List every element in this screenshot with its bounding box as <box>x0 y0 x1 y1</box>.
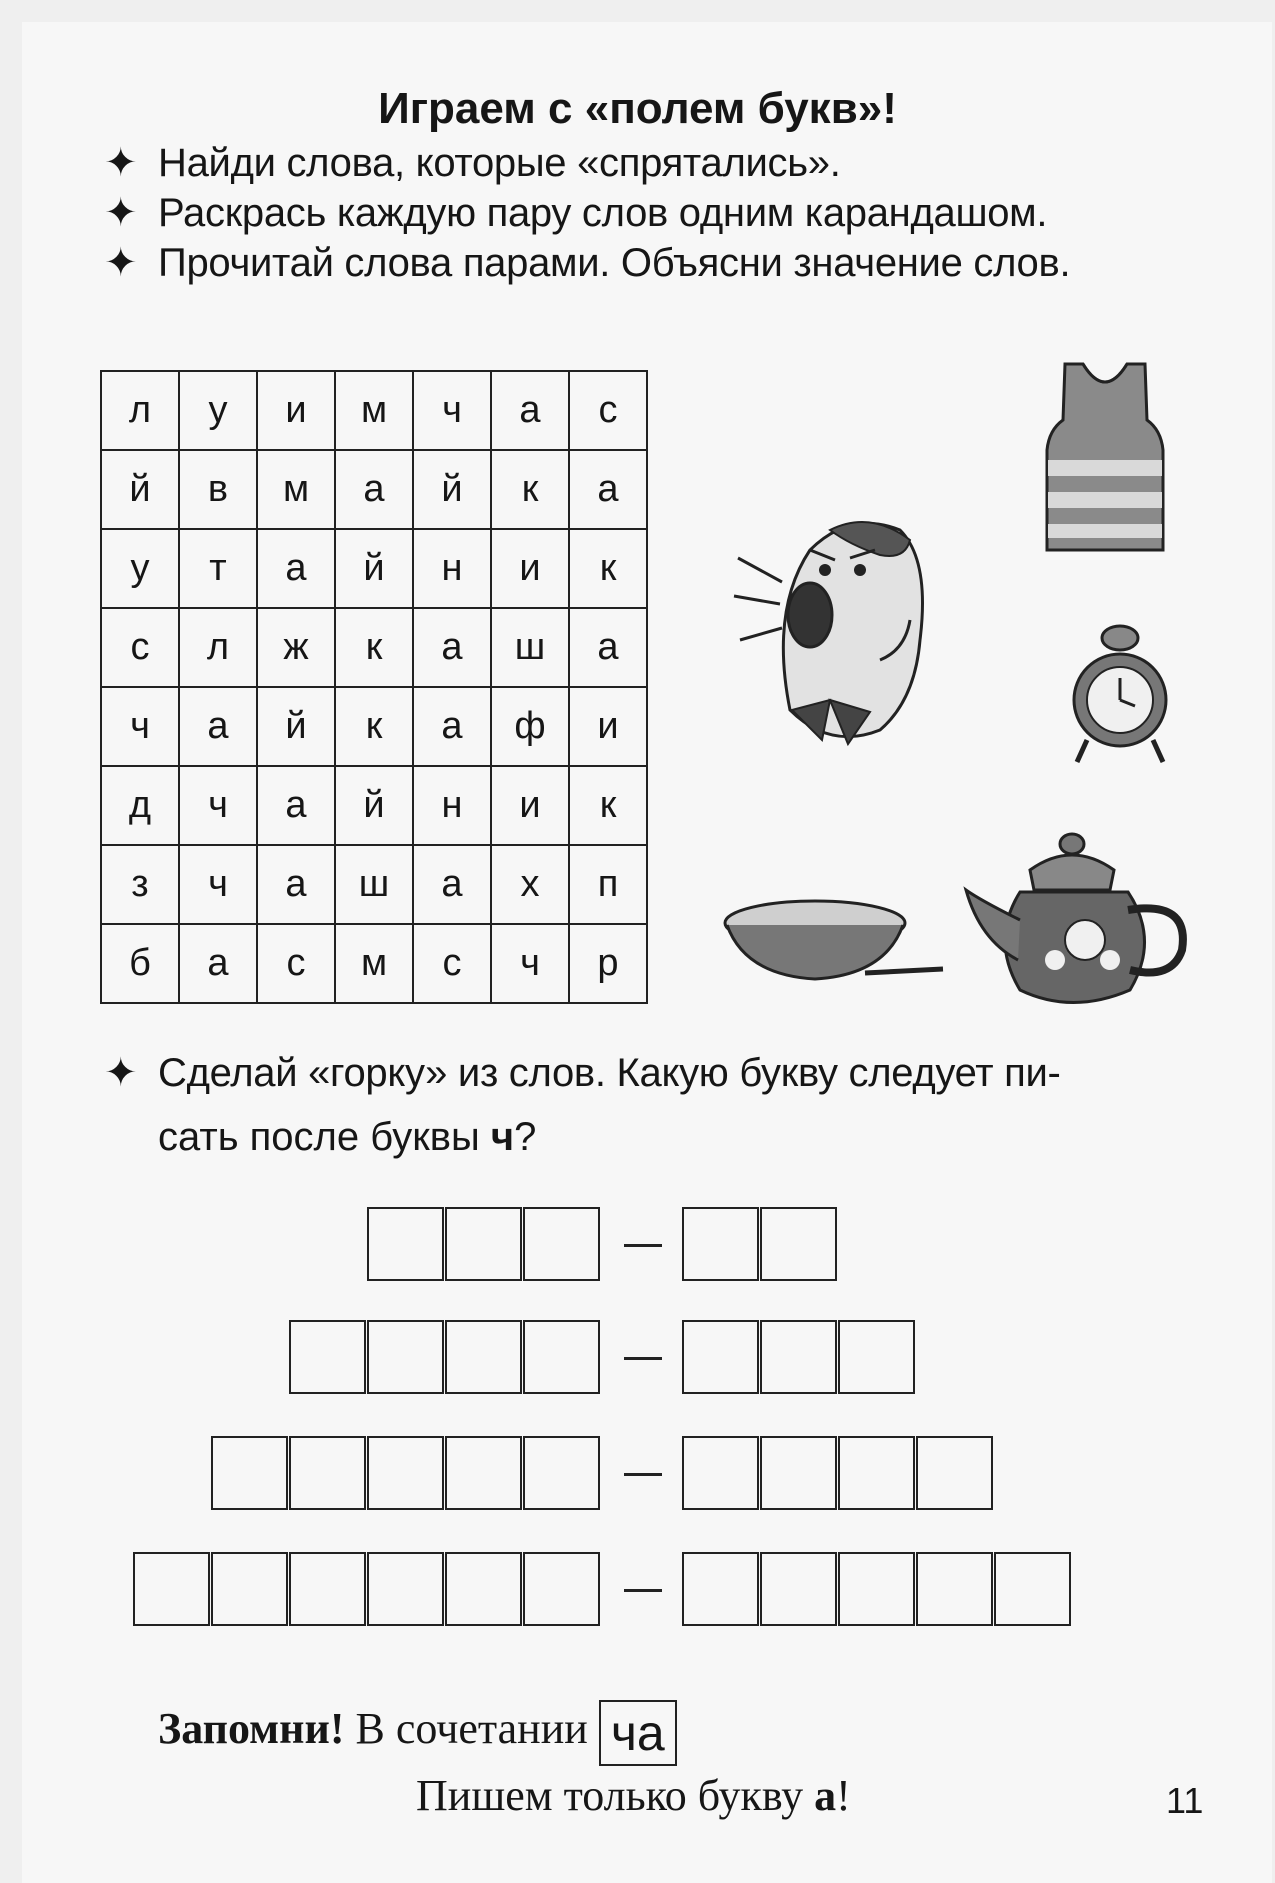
grid-cell: а <box>569 450 647 529</box>
grid-row <box>101 845 647 924</box>
grid-cell: й <box>257 687 335 766</box>
star-bullet-icon: ✦ <box>104 241 138 285</box>
instruction-3: ✦ Прочитай слова парами. Объясни значение слов. <box>104 241 1071 285</box>
bowl-of-porridge-icon <box>715 895 955 995</box>
remember-rule-line-2: Пишем только букву а! <box>416 1771 851 1820</box>
grid-cell: и <box>257 371 335 450</box>
grid-cell: ч <box>413 371 491 450</box>
letter-box[interactable] <box>523 1320 600 1394</box>
grid-cell: а <box>257 845 335 924</box>
letter-box[interactable] <box>838 1552 915 1626</box>
grid-cell: й <box>101 450 179 529</box>
letter-box[interactable] <box>682 1320 759 1394</box>
grid-cell: к <box>569 529 647 608</box>
grid-row <box>101 766 647 845</box>
grid-cell: и <box>569 687 647 766</box>
letter-box[interactable] <box>211 1436 288 1510</box>
grid-cell: в <box>179 450 257 529</box>
grid-cell: ж <box>257 608 335 687</box>
grid-cell: т <box>179 529 257 608</box>
grid-cell: к <box>569 766 647 845</box>
letter-box[interactable] <box>133 1552 210 1626</box>
letter-box[interactable] <box>838 1436 915 1510</box>
instruction-2: ✦ Раскрась каждую пару слов одним карандашом. <box>104 191 1048 235</box>
grid-cell: ш <box>335 845 413 924</box>
star-bullet-icon: ✦ <box>104 191 138 235</box>
grid-cell: ч <box>179 766 257 845</box>
letter-box[interactable] <box>445 1320 522 1394</box>
grid-cell: а <box>569 608 647 687</box>
letter-box[interactable] <box>445 1552 522 1626</box>
tank-top-icon <box>1035 360 1175 556</box>
grid-cell: с <box>257 924 335 1003</box>
letter-box[interactable] <box>211 1552 288 1626</box>
letter-box[interactable] <box>838 1320 915 1394</box>
dash-separator <box>624 1357 662 1360</box>
letter-field-grid <box>100 370 648 1004</box>
star-bullet-icon: ✦ <box>104 141 138 185</box>
grid-cell: к <box>335 687 413 766</box>
grid-cell: м <box>335 371 413 450</box>
grid-cell: р <box>569 924 647 1003</box>
letter-box[interactable] <box>682 1552 759 1626</box>
grid-cell: й <box>335 766 413 845</box>
task-2-line-2: сать после буквы ч? <box>158 1115 537 1159</box>
grid-cell: л <box>179 608 257 687</box>
letter-box[interactable] <box>367 1320 444 1394</box>
letter-box[interactable] <box>682 1436 759 1510</box>
dash-separator <box>624 1589 662 1592</box>
grid-cell: н <box>413 766 491 845</box>
letter-box[interactable] <box>523 1436 600 1510</box>
grid-cell: с <box>413 924 491 1003</box>
grid-cell: и <box>491 766 569 845</box>
star-bullet-icon: ✦ <box>104 1051 138 1095</box>
grid-cell: у <box>101 529 179 608</box>
grid-cell: з <box>101 845 179 924</box>
letter-box[interactable] <box>760 1552 837 1626</box>
letter-box[interactable] <box>682 1207 759 1281</box>
grid-cell: и <box>491 529 569 608</box>
grid-cell: с <box>569 371 647 450</box>
boxed-syllable: ча <box>599 1700 677 1766</box>
letter-box[interactable] <box>994 1552 1071 1626</box>
task-2-line-1: ✦ Сделай «горку» из слов. Какую букву следует пи- <box>104 1051 1061 1095</box>
grid-cell: а <box>179 687 257 766</box>
grid-cell: а <box>335 450 413 529</box>
letter-box[interactable] <box>367 1436 444 1510</box>
grid-cell: ч <box>101 687 179 766</box>
grid-cell: а <box>257 766 335 845</box>
grid-cell: н <box>413 529 491 608</box>
grid-cell: й <box>335 529 413 608</box>
letter-box[interactable] <box>916 1552 993 1626</box>
letter-box[interactable] <box>367 1552 444 1626</box>
grid-row <box>101 529 647 608</box>
grid-cell: ф <box>491 687 569 766</box>
grid-row <box>101 924 647 1003</box>
letter-box[interactable] <box>367 1207 444 1281</box>
letter-box[interactable] <box>916 1436 993 1510</box>
letter-box[interactable] <box>445 1436 522 1510</box>
grid-row <box>101 687 647 766</box>
grid-cell: а <box>491 371 569 450</box>
grid-cell: й <box>413 450 491 529</box>
letter-box[interactable] <box>289 1552 366 1626</box>
letter-box[interactable] <box>523 1552 600 1626</box>
grid-row <box>101 371 647 450</box>
grid-cell: п <box>569 845 647 924</box>
grid-cell: у <box>179 371 257 450</box>
grid-cell: ч <box>179 845 257 924</box>
page-number: 11 <box>1166 1780 1204 1821</box>
grid-cell: м <box>335 924 413 1003</box>
grid-cell: м <box>257 450 335 529</box>
grid-cell: а <box>179 924 257 1003</box>
grid-cell: а <box>413 687 491 766</box>
letter-box[interactable] <box>445 1207 522 1281</box>
grid-cell: с <box>101 608 179 687</box>
page-title: Играем с «полем букв»! <box>378 84 897 133</box>
grid-cell: л <box>101 371 179 450</box>
grid-row <box>101 450 647 529</box>
remember-rule: Запомни! В сочетании ча <box>158 1700 677 1766</box>
grid-cell: а <box>413 608 491 687</box>
alarm-clock-icon <box>1065 620 1175 770</box>
letter-box[interactable] <box>760 1436 837 1510</box>
dash-separator <box>624 1244 662 1247</box>
grid-cell: ш <box>491 608 569 687</box>
letter-box[interactable] <box>523 1207 600 1281</box>
grid-cell: д <box>101 766 179 845</box>
teapot-icon <box>960 830 1200 1010</box>
grid-cell: к <box>335 608 413 687</box>
instruction-1: ✦ Найди слова, которые «спрятались». <box>104 141 841 185</box>
letter-box[interactable] <box>289 1436 366 1510</box>
grid-cell: х <box>491 845 569 924</box>
grid-cell: ч <box>491 924 569 1003</box>
grid-cell: к <box>491 450 569 529</box>
letter-box[interactable] <box>289 1320 366 1394</box>
grid-cell: а <box>257 529 335 608</box>
dash-separator <box>624 1473 662 1476</box>
grid-row <box>101 608 647 687</box>
grid-cell: б <box>101 924 179 1003</box>
letter-box[interactable] <box>760 1320 837 1394</box>
grid-cell: а <box>413 845 491 924</box>
letter-box[interactable] <box>760 1207 837 1281</box>
singing-man-icon <box>730 500 945 750</box>
